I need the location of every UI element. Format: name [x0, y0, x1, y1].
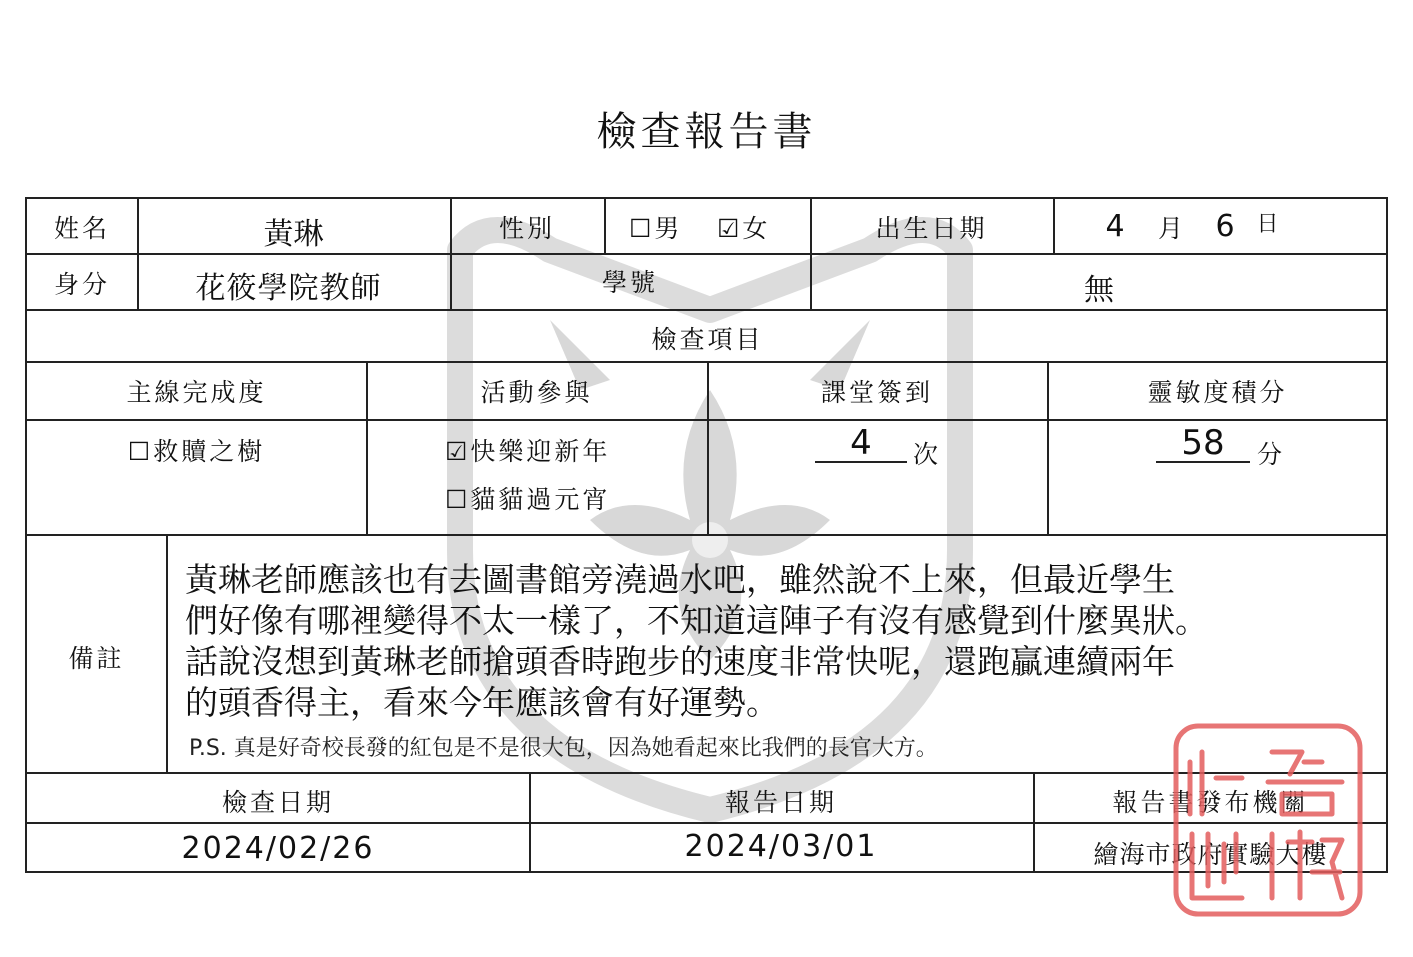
- name-value: 黃琳: [263, 217, 324, 252]
- gender-label: 性別: [498, 214, 555, 243]
- remarks-postscript: P.S. 真是好奇校長發的紅包是不是很大包，因為她看起來比我們的長官大方。: [189, 736, 938, 761]
- gender-male-checkbox: ☐男: [629, 214, 683, 243]
- remarks-line: 話說沒想到黃琳老師搶頭香時跑步的速度非常快呢，還跑贏連續兩年: [185, 642, 1175, 681]
- activity-checkbox-new-year: ☑快樂迎新年: [445, 437, 611, 466]
- attendance-header: 課堂簽到: [820, 378, 933, 407]
- gender-female-checkbox: ☑女: [717, 214, 771, 243]
- activity-header: 活動參與: [480, 378, 593, 407]
- student-id-value: 無: [1084, 273, 1114, 308]
- birth-day-value: 6: [1215, 209, 1235, 244]
- remarks-line: 黃琳老師應該也有去圖書館旁澆過水吧，雖然說不上來，但最近學生: [185, 560, 1175, 599]
- inspect-date-value: 2024/02/26: [181, 831, 375, 866]
- birth-date-label: 出生日期: [875, 214, 988, 243]
- birth-day-unit: 日: [1256, 212, 1282, 237]
- birth-month-value: 4: [1105, 209, 1125, 244]
- document-title: 檢查報告書: [596, 109, 817, 155]
- activity-checkbox-lantern: ☐貓貓過元宵: [445, 485, 611, 514]
- student-id-label: 學號: [601, 268, 658, 297]
- inspection-section-title: 檢查項目: [651, 325, 764, 354]
- remarks-line: 的頭香得主，看來今年應該會有好運勢。: [185, 683, 779, 722]
- main-quest-checkbox: ☐救贖之樹: [127, 437, 266, 466]
- name-label: 姓名: [53, 214, 110, 243]
- remarks-label: 備註: [68, 644, 125, 673]
- attendance-value: 4: [815, 425, 907, 463]
- inspect-date-label: 檢查日期: [221, 788, 334, 817]
- sensitivity-score-header: 靈敏度積分: [1147, 378, 1288, 407]
- score-value: 58: [1156, 425, 1250, 463]
- report-date-label: 報告日期: [724, 788, 837, 817]
- remarks-text: [185, 559, 1385, 723]
- attendance-unit: 次: [912, 440, 941, 469]
- official-seal-stamp: [1172, 722, 1364, 918]
- identity-label: 身分: [53, 270, 110, 299]
- main-quest-header: 主線完成度: [126, 378, 267, 407]
- remarks-line: 們好像有哪裡變得不太一樣了，不知道這陣子有沒有感覺到什麼異狀。: [185, 601, 1208, 640]
- score-unit: 分: [1256, 440, 1285, 469]
- identity-value: 花筱學院教師: [195, 271, 382, 306]
- report-date-value: 2024/03/01: [684, 829, 878, 864]
- issuer-label: 報告書發布機關: [1112, 788, 1309, 817]
- birth-month-unit: 月: [1157, 214, 1186, 243]
- issuer-value: 繪海市政府實驗大樓: [1093, 840, 1328, 869]
